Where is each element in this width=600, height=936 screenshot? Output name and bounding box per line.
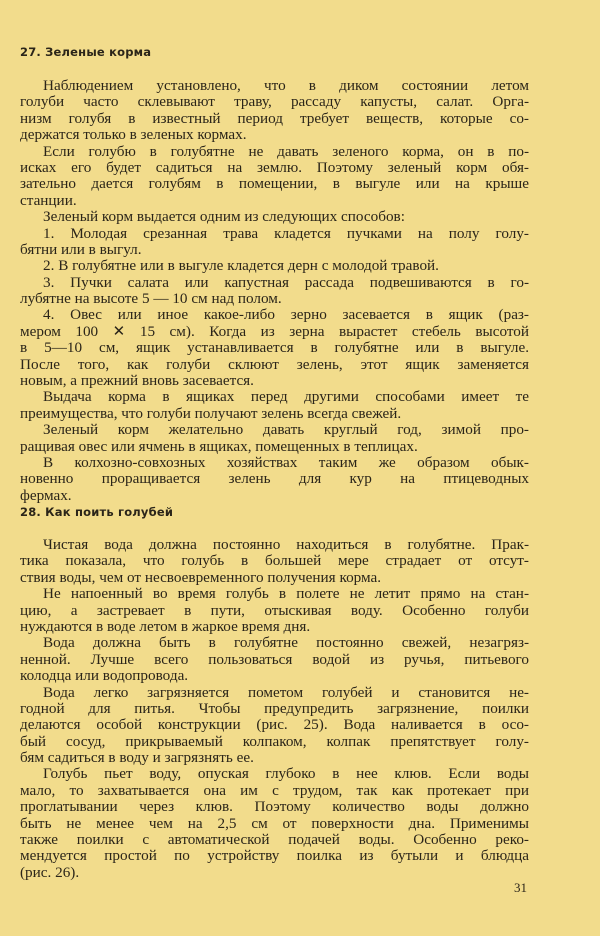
text-line: Вода должна быть в голубятне постоянно свежей, незагряз- [43, 634, 529, 652]
text-line: мером 100 ✕ 15 см). Когда из зерна вырастет стебель высотой [20, 322, 529, 340]
text-line: зательно дается голубям в помещении, в выгуле или на крыше [20, 175, 529, 193]
text-line: голуби часто склевывают траву, рассаду капусты, салат. Орга- [20, 93, 529, 111]
text-line: преимущества, что голуби получают зелень всегда свежей. [20, 404, 402, 422]
text-line: исках его будет садиться на землю. Поэтому зеленый корм обя- [20, 158, 529, 176]
text-line: бый сосуд, прикрываемый колпаком, колпак препятствует голу- [20, 732, 529, 750]
text-line: ствия воды, чем от несвоевременного получения корма. [20, 568, 382, 586]
text-line: В колхозно-совхозных хозяйствах таким же образом обык- [43, 453, 529, 471]
text-line: нуждаются в воде летом в жаркое время дня. [20, 617, 311, 635]
text-line: Зеленый корм выдается одним из следующих способов: [43, 208, 405, 226]
text-line: годной для питья. Чтобы предупредить загрязнение, поилки [20, 699, 529, 717]
text-line: цию, а застревает в пути, отыскивая воду. Особенно голуби [20, 601, 529, 619]
paragraph [20, 78, 529, 144]
paragraph [20, 685, 529, 767]
paragraph [20, 455, 529, 504]
paragraph [20, 586, 529, 635]
text-line: 3. Пучки салата или капустная рассада подвешиваются в го- [43, 273, 529, 291]
text-line: новенно проращивается зелень для кур на птицеводных [20, 470, 529, 488]
text-line: мендуется простой по устройству поилка из бутыли и блюдца [20, 847, 529, 865]
text-line: лубятне на высоте 5 — 10 см над полом. [20, 290, 282, 308]
paragraph [20, 258, 529, 274]
text-line: мало, то захватывается она им с трудом, так как протекает при [20, 781, 529, 799]
text-line: делаются особой конструкции (рис. 25). Вода наливается в осо- [20, 716, 529, 734]
text-line: колодца или водопровода. [20, 667, 189, 685]
paragraph [20, 144, 529, 210]
paragraph [20, 275, 529, 308]
text-line: 2. В голубятне или в выгуле кладется дерн с молодой травой. [43, 257, 439, 275]
text-line: ненной. Лучше всего пользоваться водой из ручья, питьевого [20, 650, 529, 668]
text-line: (рис. 26). [20, 863, 80, 881]
text-line: Вода легко загрязняется пометом голубей и становится не- [43, 683, 529, 701]
paragraph [20, 635, 529, 684]
section-heading: 27. Зеленые корма [20, 45, 152, 59]
text-line: тика показала, что голубь в большей мере страдает от отсут- [20, 552, 529, 570]
text-line: 4. Овес или иное какое-либо зерно засевается в ящик (раз- [43, 306, 529, 324]
text-line: После того, как голуби склюют зелень, этот ящик заменяется [20, 355, 529, 373]
paragraph [20, 422, 529, 455]
text-line: ращивая овес или ячмень в ящиках, помещенных в теплицах. [20, 437, 418, 455]
section-watering [20, 504, 529, 881]
text-line: 1. Молодая срезанная трава кладется пучками на полу голу- [43, 224, 529, 242]
text-line: проглатывании через клюв. Поэтому количество воды должно [20, 798, 529, 816]
text-line: новым, а прежний вновь засевается. [20, 372, 254, 390]
text-line: быть не менее чем на 2,5 см от поверхности дна. Применимы [20, 814, 529, 832]
page-number: 31 [514, 880, 527, 895]
text-line: также поилки с автоматической подачей воды. Особенно реко- [20, 831, 529, 849]
text-line: в 5—10 см, ящик устанавливается в голубятне или в выгуле. [20, 339, 529, 357]
text-line: держатся только в зеленых кормах. [20, 126, 247, 144]
text-line: бям садиться в воду и загрязнять ее. [20, 749, 254, 767]
section-green-feed [20, 44, 529, 504]
paragraph [20, 766, 529, 881]
paragraph [20, 537, 529, 586]
text-line: Не напоенный во время голубь в полете не летит прямо на стан- [43, 585, 529, 603]
paragraph [20, 307, 529, 389]
paragraph [20, 389, 529, 422]
text-line: Наблюдением установлено, что в диком состоянии летом [43, 77, 529, 94]
text-line: Голубь пьет воду, опуская глубоко в нее клюв. Если воды [43, 765, 529, 783]
text-line: фермах. [20, 486, 72, 504]
section-heading: 28. Как поить голубей [20, 505, 174, 519]
text-line: Выдача корма в ящиках перед другими способами имеет те [43, 388, 529, 406]
text-line: бятни или в выгул. [20, 240, 142, 258]
text-line: Зеленый корм желательно давать круглый год, зимой про- [43, 421, 529, 439]
text-line: станции. [20, 191, 77, 209]
paragraph [20, 226, 529, 259]
text-line: Если голубю в голубятне не давать зеленого корма, он в по- [43, 142, 529, 160]
text-line: Чистая вода должна постоянно находиться в голубятне. Прак- [43, 536, 529, 553]
text-line: низм голубя в известный период требует веществ, которые со- [20, 109, 529, 127]
paragraph [20, 209, 529, 225]
